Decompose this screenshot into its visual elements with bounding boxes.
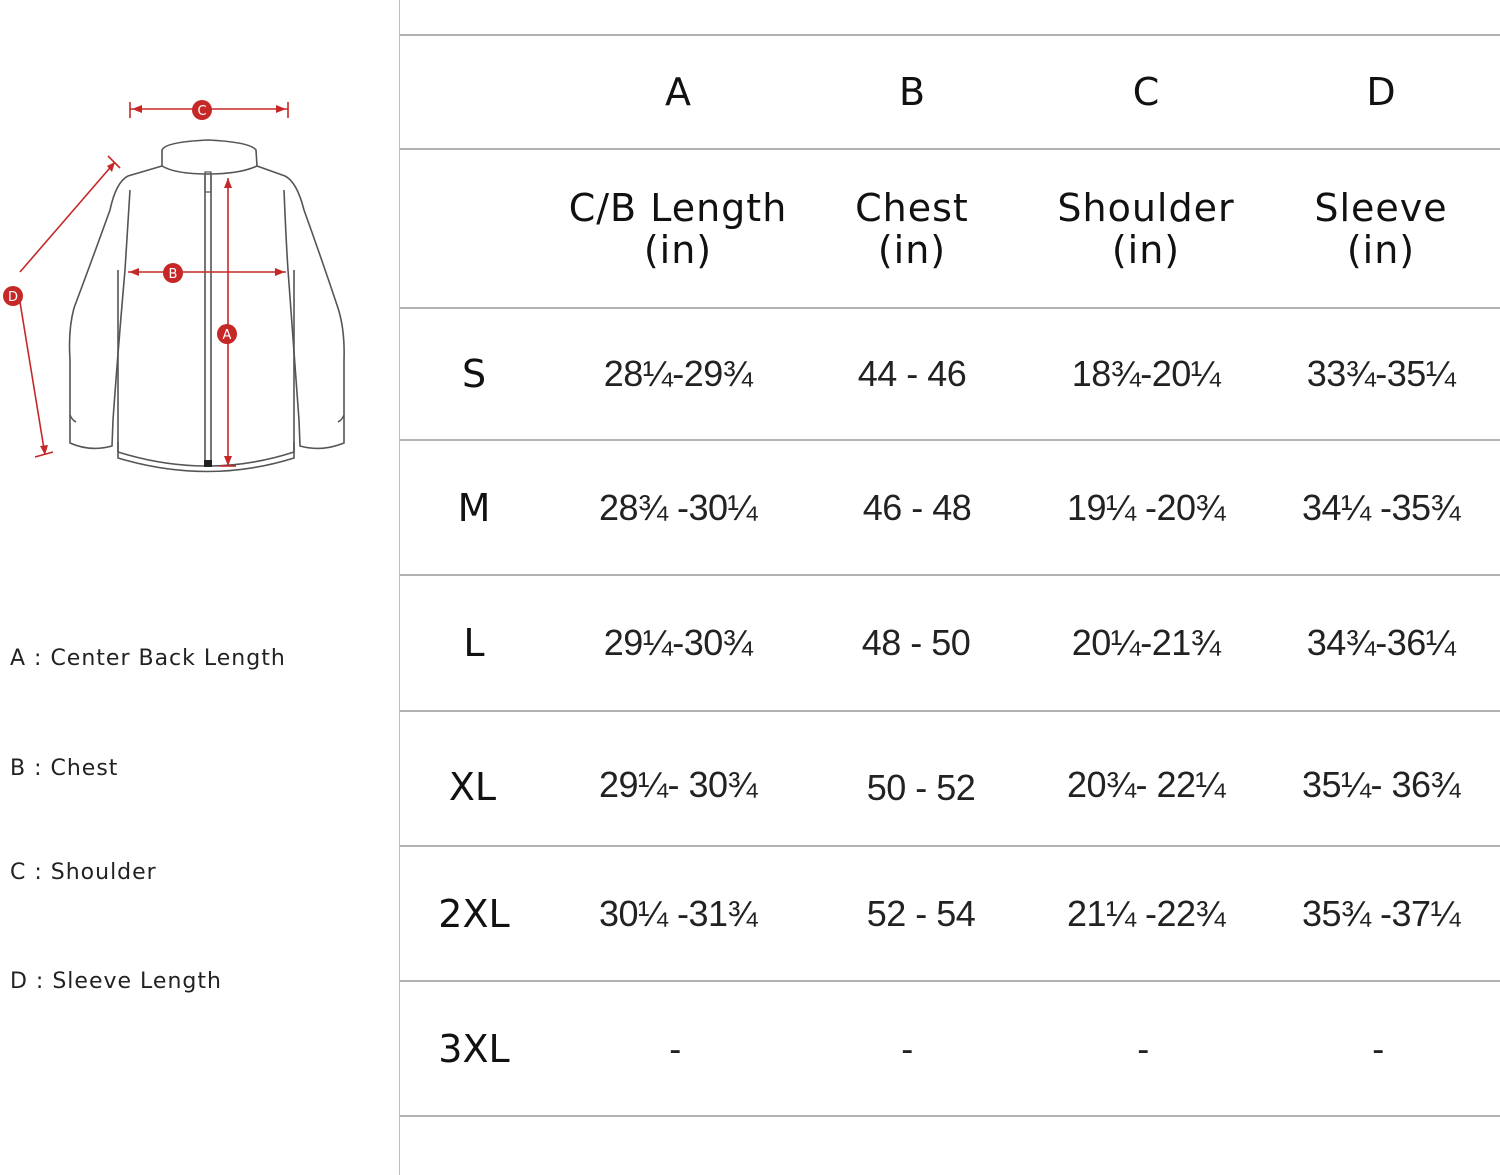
table-cell: 29¼-30¾: [603, 622, 753, 663]
size-label-2xl: 2XL: [438, 891, 510, 936]
zipper-pull-icon: [204, 460, 212, 467]
size-label-m: M: [457, 485, 491, 530]
table-cell: 50 - 52: [866, 767, 976, 808]
header-line: C/B Length: [568, 185, 788, 230]
legend-sleeve-length: D : Sleeve Length: [10, 969, 222, 994]
size-label-l: L: [463, 621, 485, 665]
table-cell: 21¼ -22¾: [1066, 892, 1226, 934]
table-cell: 46 - 48: [862, 486, 972, 528]
table-cell: 20¾- 22¼: [1066, 764, 1226, 805]
jacket-outline: [70, 140, 345, 472]
legend-shoulder: C : Shoulder: [10, 860, 157, 885]
size-label-xl: XL: [448, 765, 497, 809]
svg-text:C: C: [197, 104, 207, 119]
table-cell: 29¼- 30¾: [598, 764, 758, 805]
table-cell: 20¼-21¾: [1071, 622, 1221, 663]
table-cell: 34¾-36¼: [1306, 622, 1456, 663]
header-line: Sleeve: [1314, 185, 1448, 230]
legend-center-back-length: A : Center Back Length: [10, 646, 286, 671]
badge-b-icon: [163, 263, 183, 283]
table-cell: 30¼ -31¾: [598, 892, 758, 934]
table-cell: 34¼ -35¾: [1301, 486, 1461, 528]
badge-c-icon: [192, 100, 212, 120]
svg-text:B: B: [168, 267, 178, 282]
header-unit: (in): [1111, 227, 1181, 272]
table-cell: -: [669, 1027, 681, 1069]
header-line: Shoulder: [1057, 185, 1235, 230]
jacket-diagram: [0, 90, 399, 490]
header-sleeve: [1266, 150, 1496, 307]
table-cell: 35¾ -37¼: [1301, 892, 1461, 934]
header-line: Chest: [855, 185, 969, 230]
table-cell: 52 - 54: [866, 892, 976, 934]
table-cell: -: [1137, 1027, 1149, 1069]
header-unit: (in): [643, 227, 713, 272]
svg-text:A: A: [222, 328, 232, 343]
measurement-guide-panel: [0, 0, 399, 1175]
header-shoulder: [1021, 150, 1271, 307]
legend-chest: B : Chest: [10, 756, 119, 781]
header-unit: (in): [877, 227, 947, 272]
column-letter-b: B: [898, 70, 926, 114]
badge-d-icon: [3, 286, 23, 306]
table-cell: 48 - 50: [861, 622, 971, 663]
measurement-lines: [20, 102, 288, 466]
table-cell: 28¾ -30¼: [598, 486, 758, 528]
svg-text:D: D: [7, 290, 19, 305]
table-cell: -: [1372, 1027, 1384, 1069]
header-chest: [797, 150, 1027, 307]
column-letter-c: C: [1132, 70, 1160, 114]
table-cell: -: [901, 1027, 913, 1069]
zipper-top-icon: [205, 172, 211, 192]
size-label-s: S: [461, 352, 487, 396]
size-chart-table: [400, 0, 1500, 1175]
table-cell: 33¾-35¼: [1306, 353, 1456, 394]
table-cell: 18¾-20¼: [1071, 353, 1221, 394]
column-letter-a: A: [665, 70, 691, 114]
header-unit: (in): [1346, 227, 1416, 272]
table-cell: 28¼-29¾: [603, 353, 753, 394]
table-rule: [400, 1115, 1500, 1117]
table-cell: 44 - 46: [857, 353, 967, 394]
header-cb-length: [543, 150, 813, 307]
column-letter-d: D: [1366, 70, 1396, 114]
table-cell: 19¼ -20¾: [1066, 486, 1226, 528]
size-label-3xl: 3XL: [438, 1026, 510, 1071]
badge-a-icon: [217, 324, 237, 344]
table-cell: 35¼- 36¾: [1301, 764, 1461, 805]
